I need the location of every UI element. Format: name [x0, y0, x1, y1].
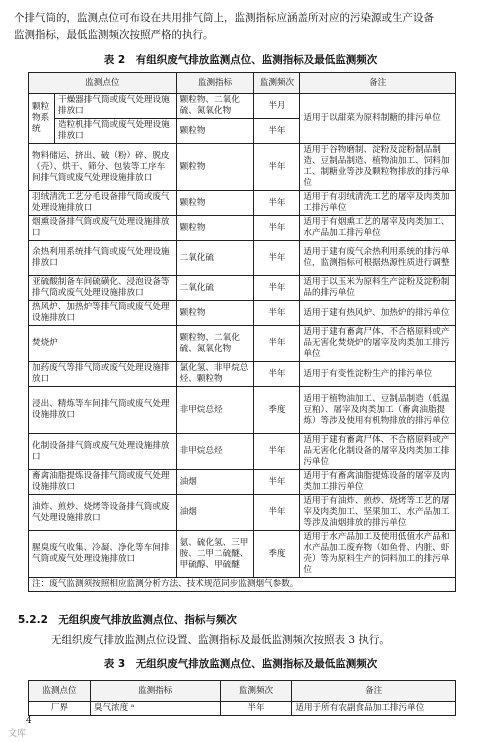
cell-site: 焚烧炉: [29, 326, 177, 362]
cell-site: 亚硫酸制备车间硫磺化、浸泡设备等排气筒或废气处理设施排放口: [29, 276, 177, 301]
cell-site: 烟熏设备排气筒或废气处理设施排放口: [29, 216, 177, 241]
cell-site: 畜禽油脂提炼设备排气筒或废气处理设施排放口: [29, 470, 177, 495]
watermark: 文库: [8, 729, 27, 739]
cell-frequency: 半年: [254, 144, 300, 191]
cell-note: 适用于谷物磨制、淀粉及淀粉制品制造、豆制品制造、植物油加工、饲料加工、制糖业等涉及颗粒物排放的排污单位: [300, 144, 456, 191]
table2: [28, 72, 456, 592]
cell-frequency: 季度: [254, 531, 300, 578]
cell-indicator: 二氧化硫: [176, 276, 254, 301]
table-row: [29, 144, 456, 191]
section-heading: 5.2.2 无组织废气排放监测点位、指标与频次: [18, 614, 237, 626]
table3-header-note: 备注: [292, 681, 456, 702]
cell-indicator: 氯化氢、非甲烷总烃、颗粒物: [176, 362, 254, 387]
table-row: [29, 326, 456, 362]
table-row: [29, 702, 456, 716]
intro-line-1: 个排气筒的，监测点位可布设在共用排气筒上，监测指标应涵盖所对应的污染源或生产设备: [14, 12, 434, 24]
table2-header-site: 监测点位: [29, 73, 177, 94]
group-label: 颗粒物系统: [29, 94, 55, 144]
table2-header-row: [29, 73, 456, 94]
cell-site: 干燥器排气筒或废气处理设施排放口: [54, 94, 176, 119]
cell-frequency: 季度: [254, 387, 300, 434]
cell-indicator: 臭气浓度 ᵃ: [90, 702, 220, 716]
table-row: [29, 362, 456, 387]
cell-note: 适用于建有废气余热利用系统的排污单位，监测指标可根据热源性质进行调整: [300, 241, 456, 276]
cell-indicator: 非甲烷总烃: [176, 387, 254, 434]
table-row: [29, 387, 456, 434]
table3-caption: 表 3 无组织废气排放监测点位、监测指标及最低监测频次: [103, 658, 378, 670]
table-row: [29, 241, 456, 276]
table-row: [29, 276, 456, 301]
cell-site: 浸出、精炼等车间排气筒或废气处理设施排放口: [29, 387, 177, 434]
cell-note: 适用于以甜菜为原料制糖的排污单位: [300, 94, 456, 144]
table-row: [29, 470, 456, 495]
cell-indicator: 颗粒物: [176, 216, 254, 241]
table2-footnote: 注：废气监测须按照相应监测分析方法、技术规范同步监测烟气参数。: [29, 578, 456, 592]
table-row: [29, 495, 456, 531]
page-number: 4: [26, 716, 32, 726]
cell-site: 羽绒清洗工艺分毛设备排气筒或废气处理设施排放口: [29, 191, 177, 216]
table2-header-indicator: 监测指标: [176, 73, 254, 94]
table3-header-frequency: 监测频次: [220, 681, 292, 702]
cell-site: 油炸、煎炒、烧烤等设备排气筒或废气处理设施排放口: [29, 495, 177, 531]
table-row: [29, 301, 456, 326]
table2-caption: 表 2 有组织废气排放监测点位、监测指标及最低监测频次: [103, 54, 378, 66]
cell-site: 化制设备排气筒或废气处理设施排放口: [29, 434, 177, 470]
cell-site: 物料储运、挤出、破（粉）碎、脱皮（壳）、烘干、筛分、包装等工序车间排气筒或废气处理设施排放口: [29, 144, 177, 191]
cell-frequency: 半年: [254, 434, 300, 470]
table-row: [29, 216, 456, 241]
table-row: [29, 434, 456, 470]
cell-note: 适用于所有农副食品加工排污单位: [292, 702, 456, 716]
cell-indicator: 颗粒物、二氧化硫、氮氧化物: [176, 94, 254, 119]
cell-indicator: 颗粒物、二氧化硫、氮氧化物: [176, 326, 254, 362]
cell-indicator: 颗粒物: [176, 144, 254, 191]
cell-note: 适用于水产品加工及使用低值水产品和水产品加工废弃物（如鱼骨、内脏、虾壳）等为原料生产的饲料加工的排污单位: [300, 531, 456, 578]
table2-header-note: 备注: [300, 73, 456, 94]
cell-note: 适用于建有畜禽尸体、不合格原料或产品无害化焚烧炉的屠宰及肉类加工排污单位: [300, 326, 456, 362]
cell-frequency: 半年: [254, 216, 300, 241]
table3-header-row: [29, 681, 456, 702]
cell-indicator: 颗粒物: [176, 301, 254, 326]
table3-header-site: 监测点位: [29, 681, 91, 702]
cell-frequency: 半年: [254, 241, 300, 276]
cell-frequency: 半年: [220, 702, 292, 716]
cell-note: 适用于有畜禽油脂提炼设备的屠宰及肉类加工排污单位: [300, 470, 456, 495]
cell-note: 适用于植物油加工、豆制品制造（低温豆粕）、屠宰及肉类加工（畜禽油脂提炼）等涉及使用有机物排放的排污单位: [300, 387, 456, 434]
table-row: [29, 94, 456, 119]
cell-site: 造粒机排气筒或废气处理设施排放口: [54, 119, 176, 144]
cell-note: 适用于有油炸、煎炒、烧烤等工艺的屠宰及肉类加工、坚果加工、水产品加工等涉及油烟排放的排污单位: [300, 495, 456, 531]
cell-site: 余热利用系统排气筒或废气处理设施排放口: [29, 241, 177, 276]
cell-site: 厂界: [29, 702, 91, 716]
cell-frequency: 半年: [254, 276, 300, 301]
cell-frequency: 半年: [254, 470, 300, 495]
table2-footnote-row: [29, 578, 456, 592]
cell-indicator: 氨、硫化氢、三甲胺、二甲二硫醚、甲硫醇、甲硫醚: [176, 531, 254, 578]
table3-header-indicator: 监测指标: [90, 681, 220, 702]
cell-frequency: 半年: [254, 362, 300, 387]
table-row: [29, 191, 456, 216]
cell-indicator: 油烟: [176, 470, 254, 495]
cell-frequency: 半年: [254, 119, 300, 144]
section-text: 无组织废气排放监测点位设置、监测指标及最低监测频次按照表 3 执行。: [51, 634, 390, 646]
cell-site: 腥臭废气收集、冷凝、净化等车间排气筒或废气处理设施排放口: [29, 531, 177, 578]
cell-frequency: 半年: [254, 301, 300, 326]
cell-frequency: 半年: [254, 495, 300, 531]
cell-indicator: 颗粒物: [176, 119, 254, 144]
cell-note: 适用于有变性淀粉生产的排污单位: [300, 362, 456, 387]
cell-indicator: 非甲烷总烃: [176, 434, 254, 470]
cell-site: 加药废气等排气筒或废气处理设施排放口: [29, 362, 177, 387]
cell-note: 适用于有羽绒清洗工艺的屠宰及肉类加工排污单位: [300, 191, 456, 216]
cell-note: 适用于建有畜禽尸体、不合格原料或产品无害化化制设备的屠宰及肉类加工排污单位: [300, 434, 456, 470]
cell-note: 适用于建有热风炉、加热炉的排污单位: [300, 301, 456, 326]
cell-indicator: 二氧化硫: [176, 241, 254, 276]
cell-frequency: 半年: [254, 326, 300, 362]
cell-indicator: 油烟: [176, 495, 254, 531]
cell-note: 适用于有烟熏工艺的屠宰及肉类加工、水产品加工排污单位: [300, 216, 456, 241]
table3: [28, 680, 456, 716]
cell-site: 热风炉、加热炉等排气筒或废气处理设施排放口: [29, 301, 177, 326]
cell-note: 适用于以玉米为原料生产淀粉及淀粉制品的排污单位: [300, 276, 456, 301]
table2-header-frequency: 监测频次: [254, 73, 300, 94]
cell-indicator: 颗粒物: [176, 191, 254, 216]
intro-paragraph: [14, 10, 470, 44]
cell-frequency: 半年: [254, 191, 300, 216]
table-row: [29, 531, 456, 578]
cell-frequency: 半月: [254, 94, 300, 119]
intro-line-2: 监测指标，最低监测频次按照严格的执行。: [14, 29, 214, 41]
